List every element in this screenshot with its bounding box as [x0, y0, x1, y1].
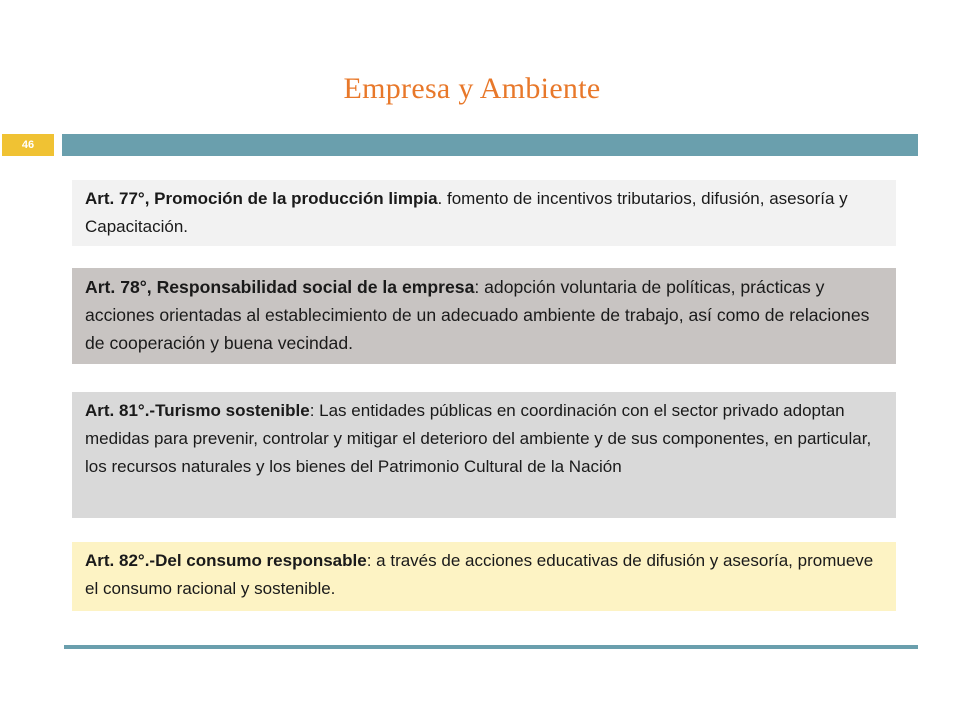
article-body: . fomento de incentivos tributarios, difusión, asesoría y Capacitación.: [85, 189, 848, 236]
header-bar: [62, 134, 918, 156]
footer-bar: [64, 645, 918, 649]
article-box-82: [72, 542, 896, 611]
article-box-78: [72, 268, 896, 364]
article-box-77: [72, 180, 896, 246]
article-heading: Art. 82°.-Del consumo responsable: [85, 551, 367, 570]
article-heading: Art. 81°.-Turismo sostenible: [85, 401, 310, 420]
article-heading: Art. 77°, Promoción de la producción limpia: [85, 189, 438, 208]
article-body: : a través de acciones educativas de difusión y asesoría, promueve el consumo racional y sostenible.: [85, 551, 874, 598]
article-body: : adopción voluntaria de políticas, prácticas y acciones orientadas al establecimiento de un adecuado ambiente de trabajo, así como de relaciones de cooperación y buena vecindad.: [85, 277, 870, 353]
slide-title: Empresa y Ambiente: [343, 72, 601, 105]
article-box-81: [72, 392, 896, 518]
article-body: : Las entidades públicas en coordinación con el sector privado adoptan medidas para prevenir, controlar y mitigar el deterioro del ambiente y de sus componentes, en particular, los recursos naturales y los bienes del Patrimonio Cultural de la Nación: [85, 401, 872, 476]
page-number-badge: 46: [2, 134, 54, 156]
article-heading: Art. 78°, Responsabilidad social de la empresa: [85, 277, 475, 297]
